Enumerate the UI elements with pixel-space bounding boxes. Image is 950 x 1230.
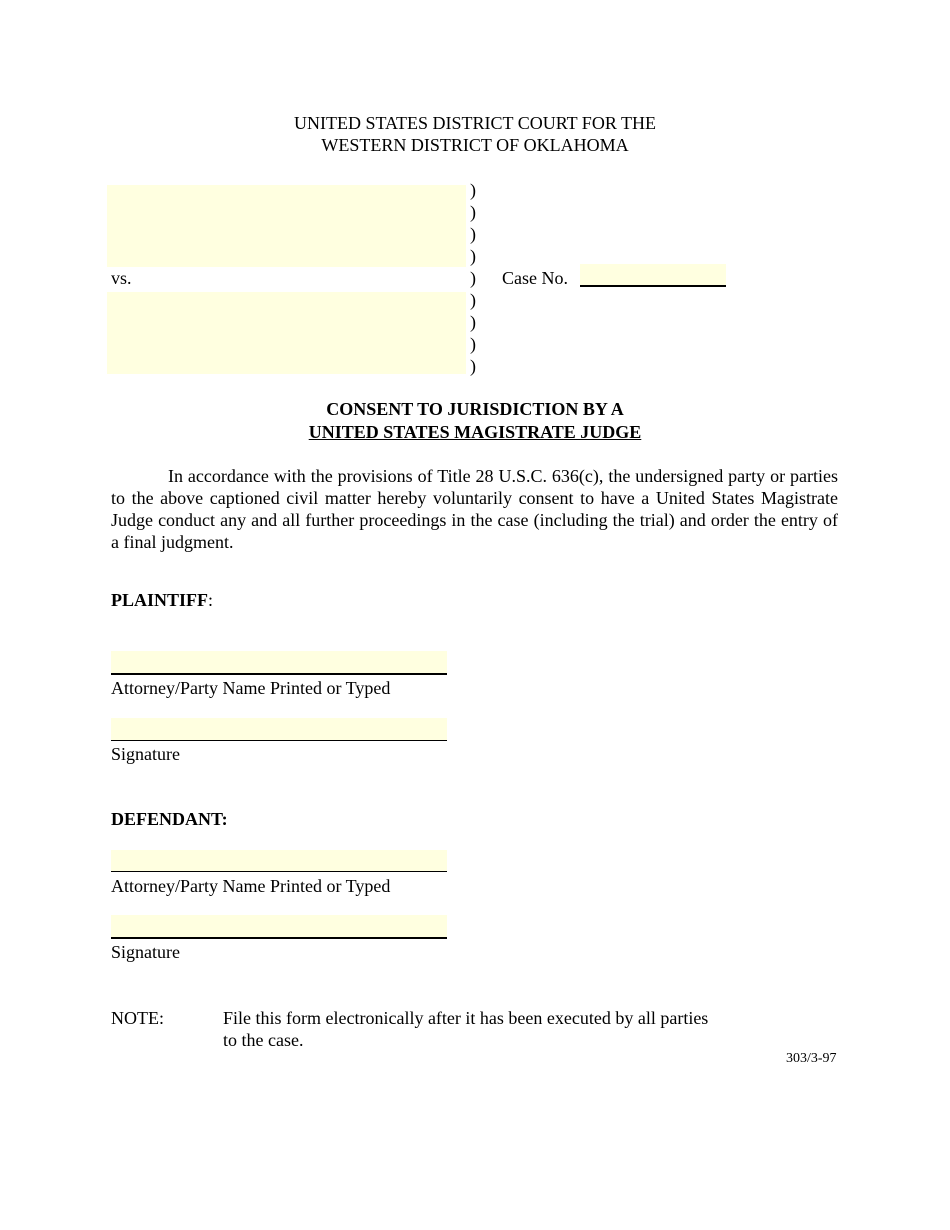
paren-3: ): [470, 224, 476, 244]
plaintiff-heading-colon: :: [208, 590, 214, 610]
note-label: NOTE:: [111, 1008, 164, 1028]
paren-5: ): [470, 268, 476, 288]
paren-1: ): [470, 180, 476, 200]
title-line-1: CONSENT TO JURISDICTION BY A: [326, 399, 624, 419]
paren-8: ): [470, 334, 476, 354]
defendant-name-label: Attorney/Party Name Printed or Typed: [111, 876, 391, 896]
plaintiff-name-label: Attorney/Party Name Printed or Typed: [111, 678, 391, 698]
paren-6: ): [470, 290, 476, 310]
title-line-2: UNITED STATES MAGISTRATE JUDGE: [308, 422, 642, 442]
defendant-name-input[interactable]: [111, 850, 447, 871]
plaintiff-heading-text: PLAINTIFF: [111, 590, 209, 610]
defendant-signature-line: [111, 937, 447, 939]
paren-7: ): [470, 312, 476, 332]
plaintiff-heading: [111, 589, 213, 611]
plaintiff-signature-line: [111, 740, 447, 741]
title-line-2-wrapper: [0, 421, 950, 444]
plaintiff-signature-label: Signature: [111, 744, 180, 764]
paren-9: ): [470, 356, 476, 376]
defendant-signature-input[interactable]: [111, 915, 447, 937]
case-no-input[interactable]: [580, 264, 726, 285]
case-no-label: Case No.: [502, 268, 568, 288]
plaintiff-name-line: [111, 673, 447, 675]
court-name-line-2: WESTERN DISTRICT OF OKLAHOMA: [321, 135, 629, 155]
plaintiff-caption-field[interactable]: [107, 185, 466, 267]
paren-4: ): [470, 246, 476, 266]
plaintiff-signature-input[interactable]: [111, 718, 447, 740]
note-line-2: to the case.: [223, 1030, 304, 1050]
form-number: 303/3-97: [786, 1051, 837, 1066]
defendant-name-line: [111, 871, 447, 872]
defendant-heading: DEFENDANT:: [111, 809, 228, 829]
court-name-line-1: UNITED STATES DISTRICT COURT FOR THE: [293, 113, 656, 133]
consent-paragraph: In accordance with the provisions of Title 28 U.S.C. 636(c), the undersigned party or parties to the above captioned civil matter hereby voluntarily consent to have a United States Magistrate Judge conduct any and all further proceedings in the case (including the trial) and order the entry of a final judgment.: [111, 466, 838, 552]
vs-label: vs.: [111, 268, 132, 288]
case-no-underline: [580, 285, 726, 287]
plaintiff-name-input[interactable]: [111, 651, 447, 673]
note-line-1: File this form electronically after it has been executed by all parties: [223, 1008, 709, 1028]
paren-2: ): [470, 202, 476, 222]
defendant-caption-field[interactable]: [107, 292, 466, 374]
defendant-signature-label: Signature: [111, 942, 180, 962]
